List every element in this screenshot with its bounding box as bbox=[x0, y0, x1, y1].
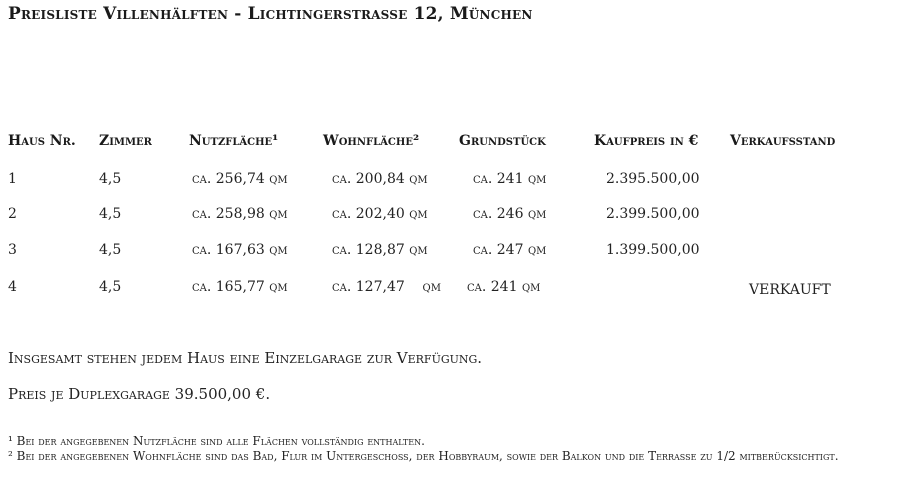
footnote-1: ¹ Bei der angegebenen Nutzfläche sind alle Flächen vollständig enthalten. bbox=[8, 434, 425, 448]
footnote-2: ² Bei der angegebenen Wohnfläche sind das Bad, Flur im Untergeschoss, der Hobbyraum, sowie der Balkon und die Terrasse zu 1/2 mitberücksichtigt. bbox=[8, 449, 839, 463]
header-grundstueck: Grundstück bbox=[459, 133, 546, 149]
cell-grundstueck: ca. 246 qm bbox=[473, 206, 547, 222]
cell-haus-nr: 1 bbox=[8, 171, 17, 187]
header-kaufpreis: Kaufpreis in € bbox=[594, 133, 699, 149]
cell-nutzflaeche: ca. 256,74 qm bbox=[192, 171, 288, 187]
header-verkaufsstand: Verkaufsstand bbox=[730, 133, 836, 149]
cell-zimmer: 4,5 bbox=[99, 171, 122, 187]
cell-haus-nr: 4 bbox=[8, 279, 17, 295]
cell-grundstueck: ca. 247 qm bbox=[473, 242, 547, 258]
cell-nutzflaeche: ca. 167,63 qm bbox=[192, 242, 288, 258]
header-haus-nr: Haus Nr. bbox=[8, 133, 76, 149]
cell-haus-nr: 2 bbox=[8, 206, 17, 222]
cell-kaufpreis: 2.399.500,00 bbox=[606, 206, 700, 222]
cell-wohnflaeche: ca. 127,47 qm bbox=[332, 279, 441, 295]
header-wohnflaeche: Wohnfläche² bbox=[323, 133, 420, 149]
cell-wohnflaeche: ca. 200,84 qm bbox=[332, 171, 428, 187]
page-title: Preisliste Villenhälften - Lichtingerstrasse 12, München bbox=[8, 4, 533, 24]
cell-wohnflaeche: ca. 128,87 qm bbox=[332, 242, 428, 258]
garage-note: Insgesamt stehen jedem Haus eine Einzelgarage zur Verfügung. bbox=[8, 349, 483, 367]
cell-grundstueck: ca. 241 qm bbox=[467, 279, 541, 295]
cell-kaufpreis: 1.399.500,00 bbox=[606, 242, 700, 258]
cell-grundstueck: ca. 241 qm bbox=[473, 171, 547, 187]
cell-nutzflaeche: ca. 258,98 qm bbox=[192, 206, 288, 222]
cell-haus-nr: 3 bbox=[8, 242, 17, 258]
cell-zimmer: 4,5 bbox=[99, 242, 122, 258]
cell-zimmer: 4,5 bbox=[99, 206, 122, 222]
duplex-garage-price: Preis je Duplexgarage 39.500,00 €. bbox=[8, 385, 271, 403]
cell-zimmer: 4,5 bbox=[99, 279, 122, 295]
cell-wohnflaeche: ca. 202,40 qm bbox=[332, 206, 428, 222]
header-nutzflaeche: Nutzfläche¹ bbox=[189, 133, 279, 149]
header-zimmer: Zimmer bbox=[99, 133, 152, 149]
cell-nutzflaeche: ca. 165,77 qm bbox=[192, 279, 288, 295]
cell-kaufpreis: 2.395.500,00 bbox=[606, 171, 700, 187]
cell-verkaufsstand: VERKAUFT bbox=[749, 282, 831, 298]
